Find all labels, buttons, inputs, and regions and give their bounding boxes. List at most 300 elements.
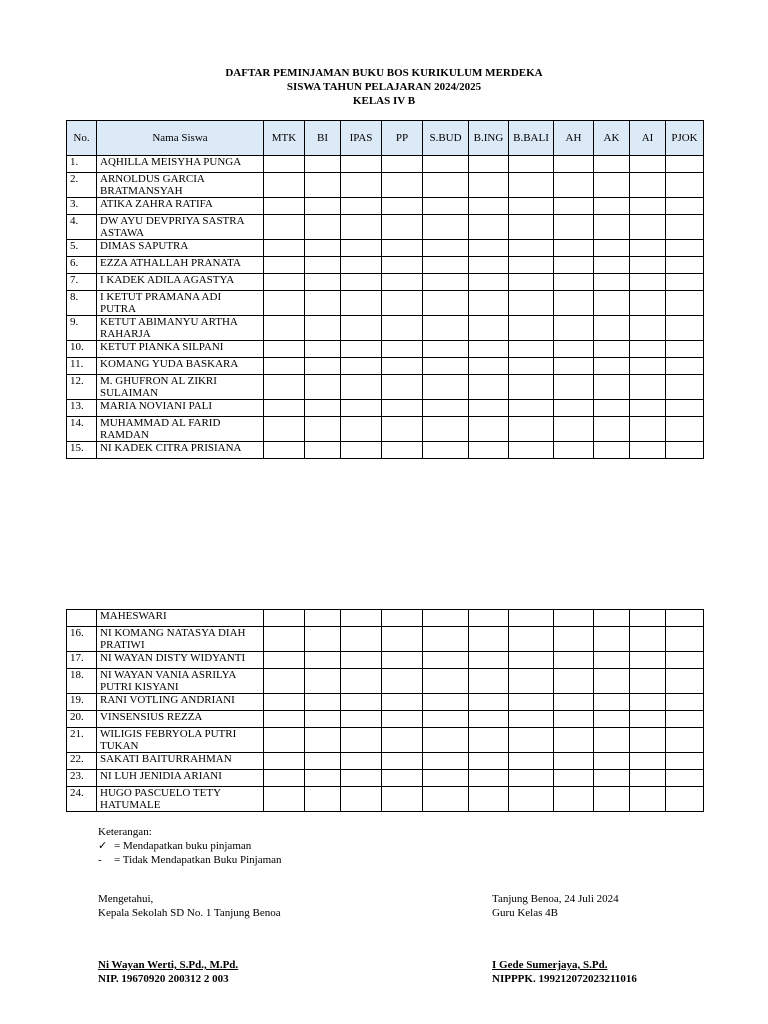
subject-check-cell: [341, 257, 382, 274]
subject-check-cell: [630, 341, 666, 358]
subject-check-cell: [469, 375, 509, 400]
table-row: [67, 442, 704, 459]
subject-check-cell: [554, 753, 594, 770]
subject-check-cell: [423, 753, 469, 770]
subject-check-cell: [666, 669, 704, 694]
subject-check-cell: [382, 198, 423, 215]
subject-check-cell: [264, 215, 305, 240]
subject-check-cell: [594, 711, 630, 728]
subject-check-cell: [423, 610, 469, 627]
subject-check-cell: [630, 787, 666, 812]
column-header: B.BALI: [509, 121, 554, 156]
subject-check-cell: [554, 198, 594, 215]
subject-check-cell: [341, 417, 382, 442]
subject-check-cell: [469, 316, 509, 341]
subject-check-cell: [305, 240, 341, 257]
dash-icon: -: [98, 854, 102, 866]
subject-check-cell: [264, 358, 305, 375]
table-row: [67, 316, 704, 341]
subject-check-cell: [666, 400, 704, 417]
subject-check-cell: [469, 198, 509, 215]
subject-check-cell: [666, 198, 704, 215]
subject-check-cell: [666, 610, 704, 627]
subject-check-cell: [469, 156, 509, 173]
subject-check-cell: [554, 215, 594, 240]
subject-check-cell: [264, 652, 305, 669]
subject-check-cell: [469, 341, 509, 358]
row-number: 4.: [67, 215, 97, 240]
subject-check-cell: [666, 770, 704, 787]
subject-check-cell: [666, 257, 704, 274]
subject-check-cell: [630, 417, 666, 442]
signature-block-principal: [98, 892, 281, 986]
subject-check-cell: [341, 627, 382, 652]
subject-check-cell: [382, 728, 423, 753]
student-name: NI LUH JENIDIA ARIANI: [97, 770, 264, 787]
subject-check-cell: [382, 417, 423, 442]
subject-check-cell: [341, 400, 382, 417]
subject-check-cell: [305, 156, 341, 173]
student-name: VINSENSIUS REZZA: [97, 711, 264, 728]
subject-check-cell: [666, 694, 704, 711]
subject-check-cell: [509, 770, 554, 787]
note-text-received: = Mendapatkan buku pinjaman: [114, 840, 252, 852]
subject-check-cell: [264, 627, 305, 652]
subject-check-cell: [341, 652, 382, 669]
principal-nip: NIP. 19670920 200312 2 003: [98, 973, 229, 985]
table-row: [67, 291, 704, 316]
student-name: M. GHUFRON AL ZIKRI SULAIMAN: [97, 375, 264, 400]
principal-name: Ni Wayan Werti, S.Pd., M.Pd.: [98, 959, 239, 971]
subject-check-cell: [554, 257, 594, 274]
subject-check-cell: [509, 417, 554, 442]
sig-left-line-2: Kepala Sekolah SD No. 1 Tanjung Benoa: [98, 907, 281, 919]
subject-check-cell: [509, 341, 554, 358]
subject-check-cell: [509, 198, 554, 215]
subject-check-cell: [594, 375, 630, 400]
subject-check-cell: [469, 442, 509, 459]
subject-check-cell: [509, 173, 554, 198]
subject-check-cell: [554, 610, 594, 627]
subject-check-cell: [509, 240, 554, 257]
subject-check-cell: [554, 291, 594, 316]
title-line-1: DAFTAR PEMINJAMAN BUKU BOS KURIKULUM MERDEKA: [225, 67, 543, 79]
subject-check-cell: [666, 652, 704, 669]
table-row: [67, 341, 704, 358]
subject-check-cell: [341, 341, 382, 358]
subject-check-cell: [382, 156, 423, 173]
subject-check-cell: [382, 753, 423, 770]
subject-check-cell: [423, 711, 469, 728]
subject-check-cell: [423, 173, 469, 198]
subject-check-cell: [305, 417, 341, 442]
subject-check-cell: [630, 770, 666, 787]
subject-check-cell: [305, 711, 341, 728]
subject-check-cell: [469, 627, 509, 652]
subject-check-cell: [666, 627, 704, 652]
subject-check-cell: [630, 358, 666, 375]
subject-check-cell: [594, 358, 630, 375]
subject-check-cell: [554, 694, 594, 711]
subject-check-cell: [554, 417, 594, 442]
subject-check-cell: [382, 291, 423, 316]
subject-check-cell: [630, 375, 666, 400]
subject-check-cell: [594, 400, 630, 417]
subject-check-cell: [341, 610, 382, 627]
subject-check-cell: [469, 711, 509, 728]
subject-check-cell: [341, 711, 382, 728]
table-row: [67, 215, 704, 240]
document-title: [0, 66, 768, 108]
subject-check-cell: [305, 198, 341, 215]
subject-check-cell: [509, 375, 554, 400]
subject-check-cell: [469, 173, 509, 198]
column-header: AH: [554, 121, 594, 156]
subject-check-cell: [554, 627, 594, 652]
subject-check-cell: [666, 291, 704, 316]
student-name: DW AYU DEVPRIYA SASTRA ASTAWA: [97, 215, 264, 240]
student-name: KETUT PIANKA SILPANI: [97, 341, 264, 358]
subject-check-cell: [382, 610, 423, 627]
subject-check-cell: [554, 652, 594, 669]
subject-check-cell: [264, 198, 305, 215]
subject-check-cell: [666, 753, 704, 770]
subject-check-cell: [554, 173, 594, 198]
column-header: PJOK: [666, 121, 704, 156]
row-number: 7.: [67, 274, 97, 291]
subject-check-cell: [423, 291, 469, 316]
subject-check-cell: [554, 156, 594, 173]
column-header: AI: [630, 121, 666, 156]
row-number: 16.: [67, 627, 97, 652]
subject-check-cell: [509, 257, 554, 274]
table-row: [67, 669, 704, 694]
subject-check-cell: [341, 787, 382, 812]
subject-check-cell: [509, 753, 554, 770]
subject-check-cell: [666, 274, 704, 291]
notes-heading: Keterangan:: [98, 826, 152, 838]
table-row: [67, 240, 704, 257]
subject-check-cell: [382, 627, 423, 652]
subject-check-cell: [554, 442, 594, 459]
subject-check-cell: [509, 274, 554, 291]
subject-check-cell: [341, 669, 382, 694]
subject-check-cell: [509, 652, 554, 669]
subject-check-cell: [666, 442, 704, 459]
table-row: [67, 694, 704, 711]
subject-check-cell: [630, 274, 666, 291]
row-number: 11.: [67, 358, 97, 375]
row-number: 14.: [67, 417, 97, 442]
subject-check-cell: [469, 257, 509, 274]
subject-check-cell: [509, 156, 554, 173]
table-row: [67, 173, 704, 198]
subject-check-cell: [469, 728, 509, 753]
subject-check-cell: [469, 417, 509, 442]
subject-check-cell: [469, 400, 509, 417]
student-name: EZZA ATHALLAH PRANATA: [97, 257, 264, 274]
subject-check-cell: [630, 173, 666, 198]
note-item-received: [98, 839, 282, 853]
subject-check-cell: [423, 215, 469, 240]
subject-check-cell: [305, 400, 341, 417]
subject-check-cell: [264, 728, 305, 753]
subject-check-cell: [341, 375, 382, 400]
subject-check-cell: [423, 627, 469, 652]
student-name: NI KADEK CITRA PRISIANA: [97, 442, 264, 459]
subject-check-cell: [666, 173, 704, 198]
student-name: AQHILLA MEISYHA PUNGA: [97, 156, 264, 173]
row-number: 12.: [67, 375, 97, 400]
subject-check-cell: [666, 417, 704, 442]
subject-check-cell: [554, 400, 594, 417]
subject-check-cell: [264, 669, 305, 694]
subject-check-cell: [594, 274, 630, 291]
subject-check-cell: [469, 215, 509, 240]
roster-table-page-2: [66, 609, 704, 812]
subject-check-cell: [469, 274, 509, 291]
student-name: NI WAYAN VANIA ASRILYA PUTRI KISYANI: [97, 669, 264, 694]
subject-check-cell: [509, 442, 554, 459]
subject-check-cell: [469, 787, 509, 812]
title-line-2: SISWA TAHUN PELAJARAN 2024/2025: [286, 81, 482, 93]
row-number: 2.: [67, 173, 97, 198]
subject-check-cell: [423, 257, 469, 274]
subject-check-cell: [382, 257, 423, 274]
subject-check-cell: [630, 669, 666, 694]
subject-check-cell: [382, 316, 423, 341]
table-row: [67, 198, 704, 215]
subject-check-cell: [594, 728, 630, 753]
subject-check-cell: [509, 215, 554, 240]
subject-check-cell: [509, 610, 554, 627]
subject-check-cell: [264, 341, 305, 358]
row-number: 21.: [67, 728, 97, 753]
row-number: 9.: [67, 316, 97, 341]
subject-check-cell: [594, 652, 630, 669]
subject-check-cell: [594, 240, 630, 257]
subject-check-cell: [594, 215, 630, 240]
subject-check-cell: [423, 240, 469, 257]
column-header: B.ING: [469, 121, 509, 156]
subject-check-cell: [305, 173, 341, 198]
subject-check-cell: [594, 610, 630, 627]
subject-check-cell: [594, 787, 630, 812]
subject-check-cell: [305, 291, 341, 316]
subject-check-cell: [423, 787, 469, 812]
subject-check-cell: [666, 316, 704, 341]
subject-check-cell: [341, 694, 382, 711]
subject-check-cell: [423, 198, 469, 215]
table-row: [67, 610, 704, 627]
subject-check-cell: [666, 341, 704, 358]
sig-left-line-1: Mengetahui,: [98, 893, 154, 905]
subject-check-cell: [509, 316, 554, 341]
subject-check-cell: [264, 442, 305, 459]
student-name: KOMANG YUDA BASKARA: [97, 358, 264, 375]
column-header: BI: [305, 121, 341, 156]
subject-check-cell: [554, 341, 594, 358]
row-number: 18.: [67, 669, 97, 694]
table-row: [67, 652, 704, 669]
column-header: Nama Siswa: [97, 121, 264, 156]
table-row: [67, 257, 704, 274]
subject-check-cell: [423, 156, 469, 173]
row-number: 17.: [67, 652, 97, 669]
table-header-row: [67, 121, 704, 156]
subject-check-cell: [264, 770, 305, 787]
subject-check-cell: [341, 156, 382, 173]
subject-check-cell: [594, 156, 630, 173]
subject-check-cell: [666, 728, 704, 753]
subject-check-cell: [423, 375, 469, 400]
subject-check-cell: [630, 156, 666, 173]
subject-check-cell: [554, 669, 594, 694]
subject-check-cell: [509, 400, 554, 417]
student-name: I KETUT PRAMANA ADI PUTRA: [97, 291, 264, 316]
table-row: [67, 711, 704, 728]
subject-check-cell: [305, 215, 341, 240]
subject-check-cell: [630, 753, 666, 770]
subject-check-cell: [341, 274, 382, 291]
subject-check-cell: [594, 316, 630, 341]
subject-check-cell: [382, 770, 423, 787]
subject-check-cell: [666, 240, 704, 257]
subject-check-cell: [423, 316, 469, 341]
student-name: ATIKA ZAHRA RATIFA: [97, 198, 264, 215]
subject-check-cell: [382, 400, 423, 417]
subject-check-cell: [630, 291, 666, 316]
subject-check-cell: [594, 753, 630, 770]
subject-check-cell: [341, 770, 382, 787]
checkmark-icon: ✓: [98, 840, 108, 852]
subject-check-cell: [509, 358, 554, 375]
subject-check-cell: [382, 215, 423, 240]
legend-notes: [98, 825, 282, 867]
student-name: I KADEK ADILA AGASTYA: [97, 274, 264, 291]
subject-check-cell: [305, 694, 341, 711]
row-number: 22.: [67, 753, 97, 770]
row-number: 5.: [67, 240, 97, 257]
subject-check-cell: [382, 240, 423, 257]
row-number: 15.: [67, 442, 97, 459]
subject-check-cell: [469, 358, 509, 375]
subject-check-cell: [264, 610, 305, 627]
subject-check-cell: [594, 173, 630, 198]
subject-check-cell: [305, 442, 341, 459]
subject-check-cell: [382, 787, 423, 812]
subject-check-cell: [305, 770, 341, 787]
subject-check-cell: [594, 291, 630, 316]
subject-check-cell: [594, 257, 630, 274]
subject-check-cell: [666, 215, 704, 240]
subject-check-cell: [423, 358, 469, 375]
subject-check-cell: [554, 274, 594, 291]
student-name: KETUT ABIMANYU ARTHA RAHARJA: [97, 316, 264, 341]
student-name: MUHAMMAD AL FARID RAMDAN: [97, 417, 264, 442]
row-number: 23.: [67, 770, 97, 787]
subject-check-cell: [630, 627, 666, 652]
subject-check-cell: [305, 728, 341, 753]
subject-check-cell: [264, 753, 305, 770]
student-name: NI WAYAN DISTY WIDYANTI: [97, 652, 264, 669]
subject-check-cell: [594, 770, 630, 787]
table-row: [67, 417, 704, 442]
column-header: AK: [594, 121, 630, 156]
subject-check-cell: [469, 291, 509, 316]
roster-table-page-1: [66, 120, 704, 459]
student-name: MAHESWARI: [97, 610, 264, 627]
subject-check-cell: [554, 240, 594, 257]
subject-check-cell: [382, 274, 423, 291]
note-item-not-received: [98, 853, 282, 867]
subject-check-cell: [630, 240, 666, 257]
subject-check-cell: [264, 316, 305, 341]
subject-check-cell: [423, 669, 469, 694]
row-number: [67, 610, 97, 627]
subject-check-cell: [382, 694, 423, 711]
subject-check-cell: [305, 669, 341, 694]
subject-check-cell: [341, 358, 382, 375]
subject-check-cell: [382, 652, 423, 669]
subject-check-cell: [630, 316, 666, 341]
subject-check-cell: [554, 770, 594, 787]
subject-check-cell: [509, 728, 554, 753]
subject-check-cell: [469, 770, 509, 787]
subject-check-cell: [630, 610, 666, 627]
subject-check-cell: [341, 215, 382, 240]
subject-check-cell: [305, 627, 341, 652]
student-name: NI KOMANG NATASYA DIAH PRATIWI: [97, 627, 264, 652]
subject-check-cell: [554, 358, 594, 375]
table-row: [67, 787, 704, 812]
subject-check-cell: [382, 669, 423, 694]
subject-check-cell: [509, 291, 554, 316]
subject-check-cell: [630, 711, 666, 728]
subject-check-cell: [630, 257, 666, 274]
subject-check-cell: [666, 156, 704, 173]
subject-check-cell: [630, 198, 666, 215]
subject-check-cell: [264, 291, 305, 316]
student-name: DIMAS SAPUTRA: [97, 240, 264, 257]
subject-check-cell: [423, 442, 469, 459]
subject-check-cell: [594, 694, 630, 711]
row-number: 24.: [67, 787, 97, 812]
subject-check-cell: [509, 627, 554, 652]
row-number: 13.: [67, 400, 97, 417]
subject-check-cell: [554, 375, 594, 400]
subject-check-cell: [630, 652, 666, 669]
subject-check-cell: [423, 728, 469, 753]
subject-check-cell: [341, 728, 382, 753]
subject-check-cell: [264, 257, 305, 274]
student-name: SAKATI BAITURRAHMAN: [97, 753, 264, 770]
sig-right-line-1: Tanjung Benoa, 24 Juli 2024: [492, 893, 619, 905]
subject-check-cell: [305, 652, 341, 669]
subject-check-cell: [264, 787, 305, 812]
subject-check-cell: [594, 627, 630, 652]
column-header: S.BUD: [423, 121, 469, 156]
subject-check-cell: [264, 711, 305, 728]
teacher-nip: NIPPPK. 199212072023211016: [492, 973, 637, 985]
subject-check-cell: [423, 652, 469, 669]
subject-check-cell: [423, 694, 469, 711]
subject-check-cell: [469, 694, 509, 711]
subject-check-cell: [666, 787, 704, 812]
subject-check-cell: [509, 669, 554, 694]
subject-check-cell: [264, 375, 305, 400]
subject-check-cell: [509, 694, 554, 711]
